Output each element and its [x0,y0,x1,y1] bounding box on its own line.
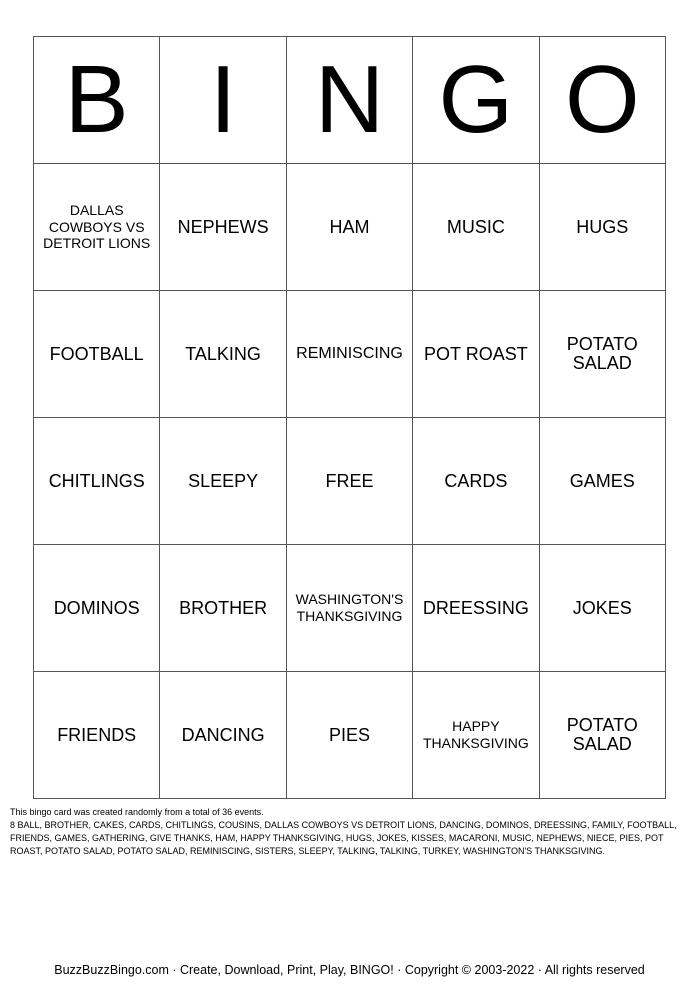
card-row [34,164,666,291]
card-cell: NEPHEWS [160,164,286,291]
card-cell: POTATO SALAD [539,291,665,418]
card-cell: CHITLINGS [34,418,160,545]
card-row [34,418,666,545]
events-summary: This bingo card was created randomly from a total of 36 events. [10,807,264,817]
card-cell: MUSIC [413,164,539,291]
card-cell: DOMINOS [34,545,160,672]
card-cell: GAMES [539,418,665,545]
card-cell: REMINISCING [286,291,412,418]
card-cell: POTATO SALAD [539,672,665,799]
card-cell: JOKES [539,545,665,672]
card-row [34,291,666,418]
card-cell: POT ROAST [413,291,539,418]
events-list: 8 BALL, BROTHER, CAKES, CARDS, CHITLINGS, COUSINS, DALLAS COWBOYS VS DETROIT LIONS, DANCING, DOMINOS, DREESSING, FAMILY, FOOTBALL, FRIENDS, GAMES, GATHERING, GIVE THANKS, HAM, HAPPY THANKSGIVING, HUGS, JOKES, KISSES, MACARONI, MUSIC, NEPHEWS, NIECE, PIES, POT ROAST, POTATO SALAD, POTATO SALAD, REMINISCING, SISTERS, SLEEPY, TALKING, TALKING, TURKEY, WASHINGTON'S THANKSGIVING. [10,820,677,856]
header-row [34,37,666,164]
bingo-card [33,36,666,799]
header-letter-o: O [539,37,665,164]
card-cell: HUGS [539,164,665,291]
header-letter-b: B [34,37,160,164]
card-cell: TALKING [160,291,286,418]
card-row [34,672,666,799]
card-cell: HAM [286,164,412,291]
card-cell: FRIENDS [34,672,160,799]
free-space: FREE [286,418,412,545]
card-row [34,545,666,672]
header-letter-i: I [160,37,286,164]
card-cell: DREESSING [413,545,539,672]
header-letter-g: G [413,37,539,164]
events-info [10,806,680,858]
card-cell: SLEEPY [160,418,286,545]
card-cell: HAPPY THANKSGIVING [413,672,539,799]
header-letter-n: N [286,37,412,164]
footer-copyright: BuzzBuzzBingo.com · Create, Download, Print, Play, BINGO! · Copyright © 2003-2022 · All rights reserved [54,963,645,977]
card-cell: DANCING [160,672,286,799]
card-cell: BROTHER [160,545,286,672]
card-cell: CARDS [413,418,539,545]
card-cell: FOOTBALL [34,291,160,418]
card-cell: PIES [286,672,412,799]
card-cell: WASHINGTON'S THANKSGIVING [286,545,412,672]
card-cell: DALLAS COWBOYS VS DETROIT LIONS [34,164,160,291]
